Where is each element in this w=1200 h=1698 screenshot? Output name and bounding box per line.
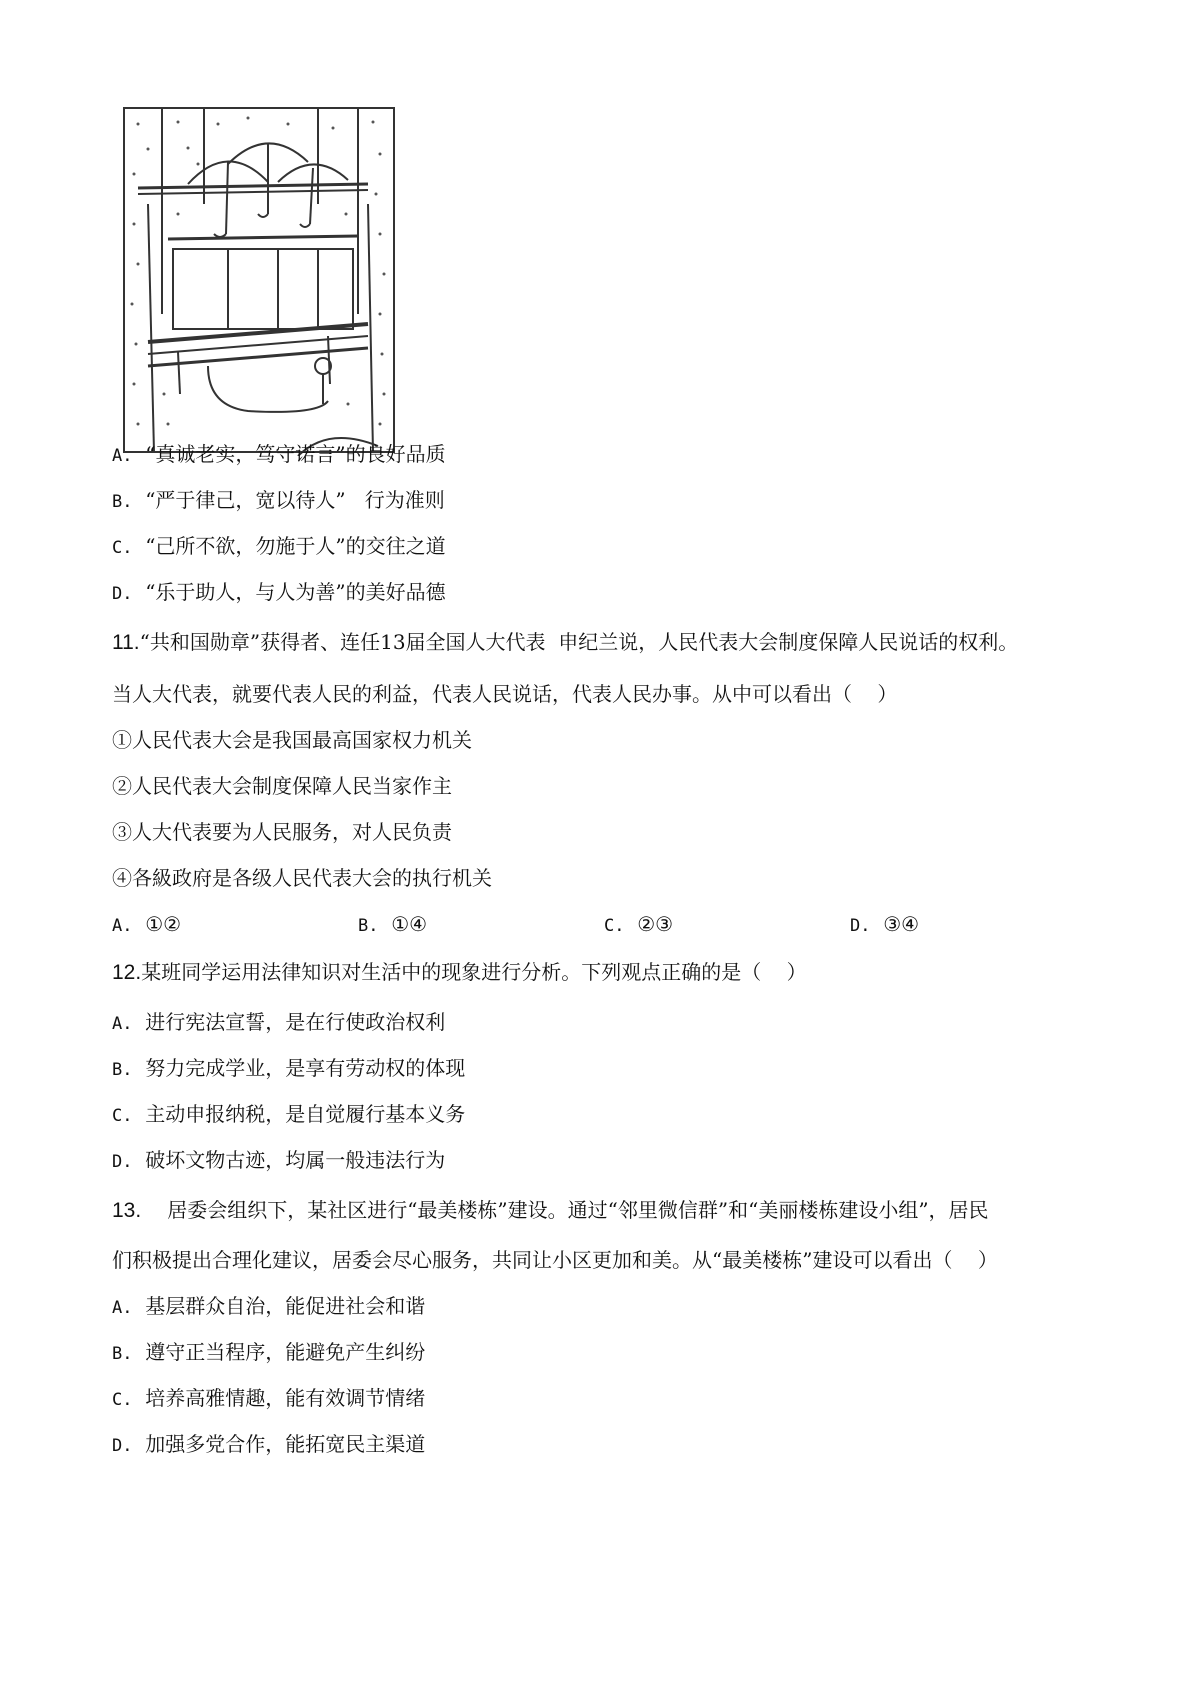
q11-option-d[interactable] xyxy=(850,910,919,940)
option-text: 主动申报纳税，是自觉履行基本义务 xyxy=(145,1102,466,1126)
q13-option-c[interactable] xyxy=(112,1384,425,1414)
option-text: 努力完成学业，是享有劳动权的体现 xyxy=(145,1056,466,1080)
question-stem: 某班同学运用法律知识对生活中的现象进行分析。下列观点正确的是（ ） xyxy=(141,960,807,984)
option-text: ①④ xyxy=(391,912,428,936)
q13-option-a[interactable] xyxy=(112,1292,425,1322)
q12-option-a[interactable] xyxy=(112,1008,445,1038)
q11-option-a[interactable] xyxy=(112,910,181,940)
q10-option-d[interactable] xyxy=(112,578,446,608)
option-text: “乐于助人，与人为善”的美好品德 xyxy=(145,580,446,604)
question-number: 11. xyxy=(112,631,140,654)
option-letter: B. xyxy=(358,916,379,936)
q13-stem-line1 xyxy=(112,1196,989,1225)
q10-option-a[interactable] xyxy=(112,440,446,470)
option-letter: A. xyxy=(112,1014,133,1034)
option-text: “严于律己，宽以待人” 行为准则 xyxy=(145,488,445,512)
option-letter: C. xyxy=(604,916,625,936)
option-letter: B. xyxy=(112,492,133,512)
option-text: “真诚老实，笃守诺言”的良好品质 xyxy=(145,442,446,466)
q12-option-c[interactable] xyxy=(112,1100,465,1130)
q13-option-b[interactable] xyxy=(112,1338,425,1368)
q11-stem-line2: 当人大代表，就要代表人民的利益，代表人民说话，代表人民办事。从中可以看出（ ） xyxy=(112,682,898,706)
option-letter: D. xyxy=(850,916,871,936)
q10-option-b[interactable] xyxy=(112,486,445,516)
question-stem: “共和国勋章”获得者、连任13届全国人大代表 申纪兰说，人民代表大会制度保障人民说话的权利。 xyxy=(139,630,1019,654)
option-text: ②③ xyxy=(637,912,674,936)
q12-option-b[interactable] xyxy=(112,1054,465,1084)
option-text: ③④ xyxy=(883,912,920,936)
option-letter: C. xyxy=(112,1106,133,1126)
option-letter: B. xyxy=(112,1344,133,1364)
umbrella-balcony-sketch xyxy=(118,104,428,456)
question-number: 12. xyxy=(112,961,142,984)
option-letter: C. xyxy=(112,538,133,558)
q11-option-c[interactable] xyxy=(604,910,673,940)
q11-options-row xyxy=(112,910,1092,938)
q10-option-c[interactable] xyxy=(112,532,446,562)
option-letter: D. xyxy=(112,584,133,604)
option-letter: D. xyxy=(112,1152,133,1172)
option-letter: D. xyxy=(112,1436,133,1456)
q12-option-d[interactable] xyxy=(112,1146,445,1176)
option-text: 破坏文物古迹，均属一般违法行为 xyxy=(145,1148,446,1172)
option-text: ①② xyxy=(145,912,182,936)
option-text: “己所不欲，勿施于人”的交往之道 xyxy=(145,534,446,558)
q11-statement-1: ①人民代表大会是我国最高国家权力机关 xyxy=(112,728,472,752)
question-stem: 居委会组织下，某社区进行“最美楼栋”建设。通过“邻里微信群”和“美丽楼栋建设小组”，居民 xyxy=(167,1198,989,1222)
q12-stem xyxy=(112,958,807,987)
option-letter: A. xyxy=(112,916,133,936)
q11-statement-2: ②人民代表大会制度保障人民当家作主 xyxy=(112,774,452,798)
question-number: 13. xyxy=(112,1199,142,1222)
q11-option-b[interactable] xyxy=(358,910,427,940)
question-illustration xyxy=(118,104,428,456)
q13-option-d[interactable] xyxy=(112,1430,425,1460)
q11-statement-3: ③人大代表要为人民服务，对人民负责 xyxy=(112,820,452,844)
option-letter: A. xyxy=(112,1298,133,1318)
option-text: 加强多党合作，能拓宽民主渠道 xyxy=(145,1432,426,1456)
option-letter: A. xyxy=(112,446,133,466)
option-text: 遵守正当程序，能避免产生纠纷 xyxy=(145,1340,426,1364)
option-text: 培养高雅情趣，能有效调节情绪 xyxy=(145,1386,426,1410)
option-text: 进行宪法宣誓，是在行使政治权利 xyxy=(145,1010,446,1034)
q11-statement-4: ④各級政府是各级人民代表大会的执行机关 xyxy=(112,866,492,890)
option-letter: B. xyxy=(112,1060,133,1080)
option-letter: C. xyxy=(112,1390,133,1410)
q13-stem-line2: 们积极提出合理化建议，居委会尽心服务，共同让小区更加和美。从“最美楼栋”建设可以看出（ ） xyxy=(112,1248,998,1272)
option-text: 基层群众自治，能促进社会和谐 xyxy=(145,1294,426,1318)
q11-stem-line1 xyxy=(112,628,1018,657)
